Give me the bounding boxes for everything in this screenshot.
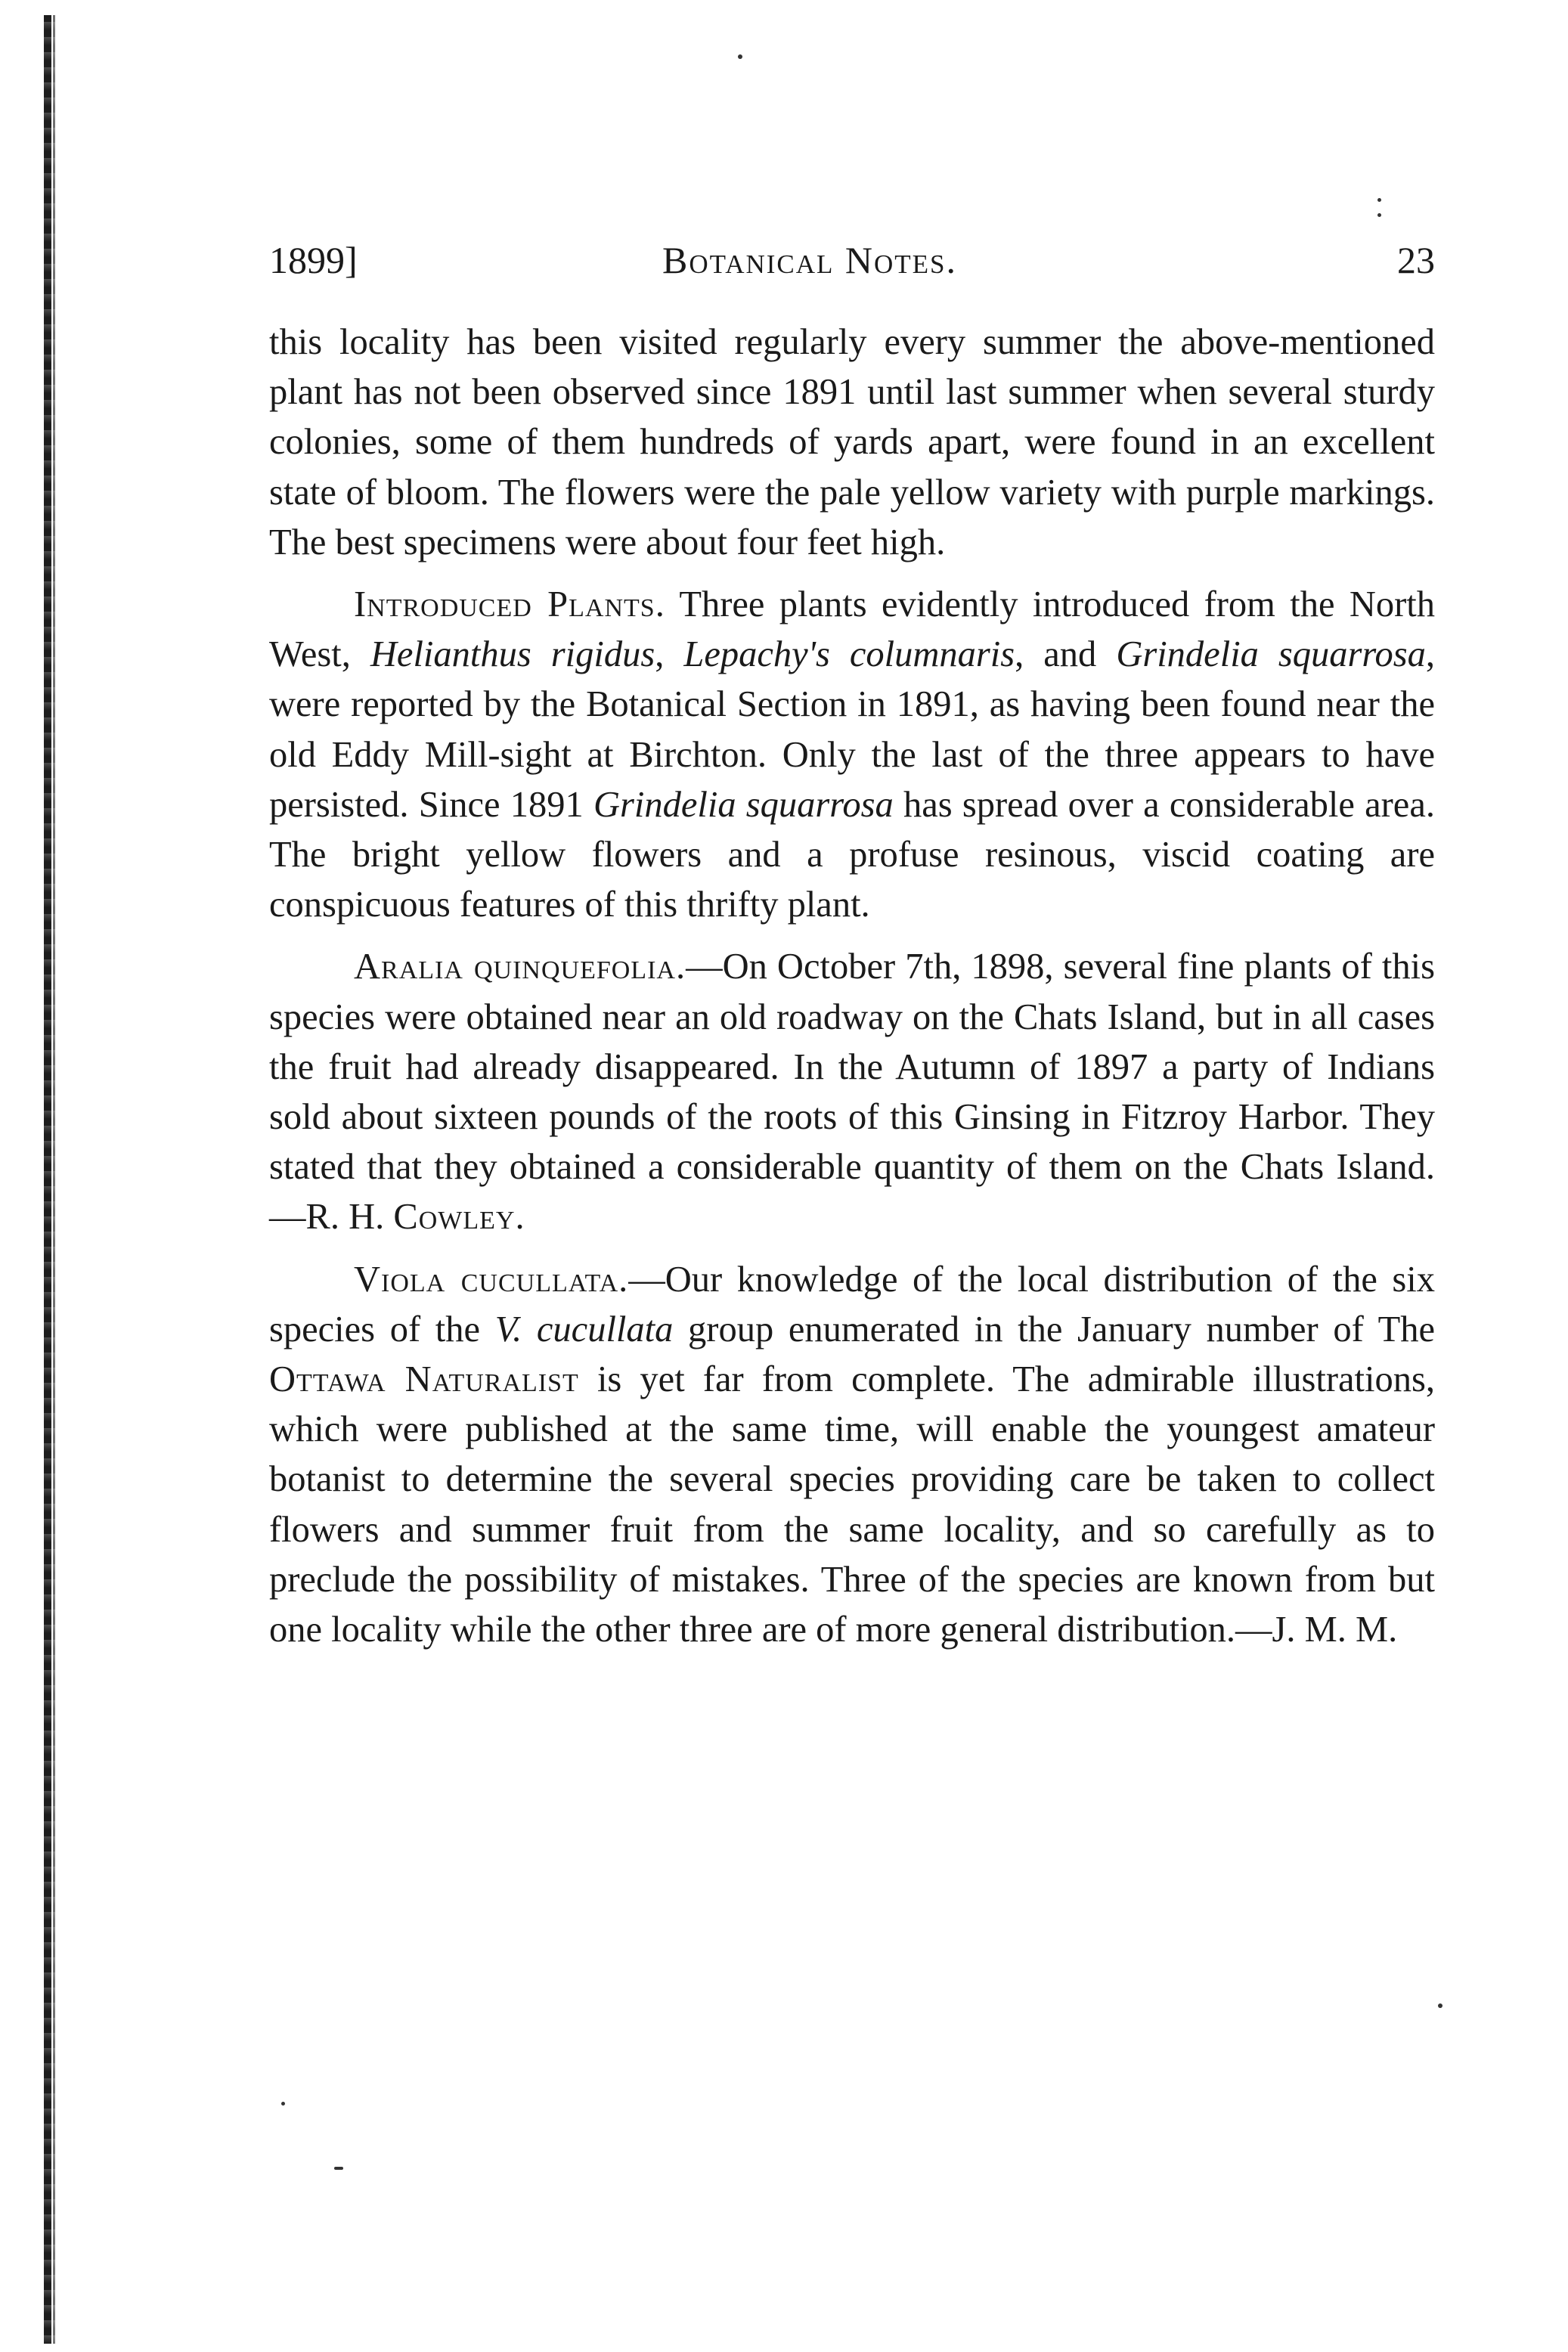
species-name: Grindelia squarrosa (1116, 634, 1426, 675)
body-text (269, 318, 1435, 1667)
paragraph-p0 (269, 318, 1435, 568)
scan-speck (1377, 213, 1381, 217)
text-run: is yet far from complete. The admirable illustrations, which were published at the same time, will enable the youngest amateur botanist to determine the several species providing care be taken to collect flowers and summer fruit from the same locality, and so carefully as to preclude the possibility of mistakes. Three of the species are known from but one locality while the other three are of more general distribution.—J. M. M. (269, 1359, 1435, 1650)
text-run: —Our knowledge of the local distribution of the six species of the (269, 1259, 1435, 1350)
page-number: 23 (1397, 239, 1435, 281)
section-heading: Introduced Plants. (354, 584, 665, 625)
paragraph-p2 (269, 942, 1435, 1242)
header-title: Botanical Notes. (662, 239, 958, 281)
text-run: group enumerated in the January number of The (673, 1309, 1435, 1350)
text-run: —On October 7th, 1898, several fine plants of this species were obtained near an old roadway on the Chats Island, but in all cases the fruit had already disappeared. In the Autumn of 1897 a party of Indians sold about sixteen pounds of the roots of this Ginsing in Fitzroy Harbor. They stated that they obtained a considerable quantity of them on the Chats Island.—R. H. (269, 947, 1435, 1238)
species-name: Grindelia squarrosa (593, 784, 894, 825)
paragraph-p3 (269, 1255, 1435, 1656)
scan-speck (1438, 2003, 1442, 2008)
text-run: this locality has been visited regularly every summer the above-mentioned plant has not been observed since 1891 until last summer when several sturdy colonies, some of them hundreds of yards apart, were found in an excellent state of bloom. The flowers were the pale yellow variety with purple markings. The best specimens were about four feet high. (269, 322, 1435, 562)
species-name: Helianthus rigidus (370, 634, 655, 675)
section-heading: Viola cucullata. (354, 1259, 629, 1300)
text-run: Three plants evidently introduced from the North West, (269, 584, 1435, 675)
scan-speck (334, 2167, 343, 2170)
scan-speck (281, 2102, 285, 2106)
header-year: 1899] (269, 239, 358, 281)
text-run: has spread over a considerable area. The bright yellow flowers and a profuse resinous, viscid coating are conspicuous features of this thrifty plant. (269, 784, 1435, 925)
scan-speck (738, 54, 742, 59)
text-run: , were reported by the Botanical Section in 1891, as having been found near the old Eddy Mill-sight at Birchton. Only the last of the three appears to have persisted. Since 1891 (269, 634, 1435, 825)
species-name: V. cucullata (494, 1309, 674, 1350)
text-run: , (655, 634, 684, 675)
text-run: , and (1015, 634, 1117, 675)
section-heading: Aralia quinquefolia. (354, 947, 686, 987)
running-header (269, 238, 1435, 291)
section-heading: Cowley. (393, 1197, 525, 1238)
page-binding-edge (44, 15, 51, 2344)
page-binding-shadow (53, 15, 55, 2344)
paragraph-p1 (269, 580, 1435, 930)
species-name: Lepachy's columnaris (683, 634, 1015, 675)
scan-speck (1377, 198, 1381, 202)
section-heading: Ottawa Naturalist (269, 1359, 579, 1400)
